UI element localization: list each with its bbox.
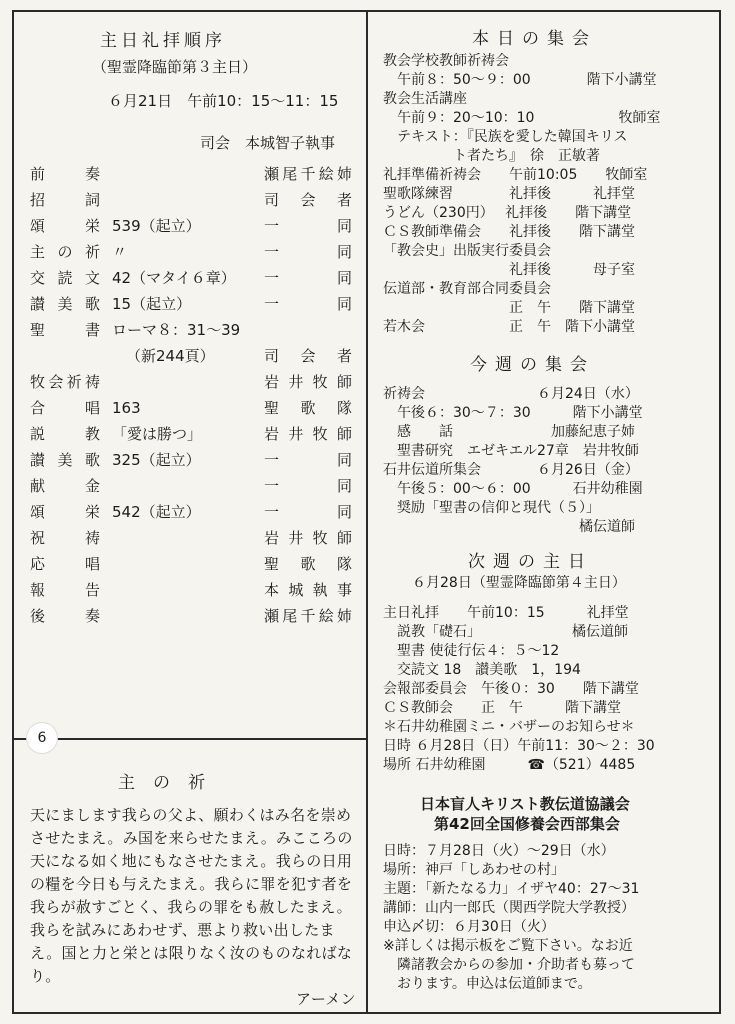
conference-line: 主題：「新たなる力」イザヤ40：27～31: [383, 881, 640, 897]
next-line: 主日礼拝 午前10：15 礼拝堂: [383, 605, 629, 621]
week-line: 聖書研究 エゼキエル27章 岩井牧師: [383, 443, 639, 459]
order-item-person: 一 同: [264, 295, 352, 313]
week-meetings-list: [383, 385, 643, 537]
today-line: 午前９：20～10：10 牧師室: [383, 110, 661, 126]
conference-subtitle: 第42回全国修養会西部集会: [434, 815, 620, 833]
order-item-person: 一 同: [264, 217, 352, 235]
page-number: 6: [26, 722, 58, 754]
conference-line: 講師：山内一郎氏（関西学院大学教授）: [383, 900, 635, 916]
order-row: [30, 603, 352, 629]
conference-line: おります。申込は伝道師まで。: [383, 976, 592, 992]
order-item-detail: 〃: [112, 243, 128, 261]
conference-line: 場所：神戸「しあわせの村」: [383, 862, 565, 878]
order-item-name: 讃美歌: [30, 295, 100, 313]
order-item-detail: 542（起立）: [112, 503, 201, 521]
lords-prayer: [30, 804, 356, 1011]
order-item-person: 一 同: [264, 243, 352, 261]
order-item-name: 祝 祷: [30, 529, 100, 547]
today-line: ＣＳ教師準備会 礼拝後 階下講堂: [383, 224, 635, 240]
next-sunday-list: [383, 604, 655, 775]
order-item-name: 報 告: [30, 581, 100, 599]
order-row: [30, 161, 352, 187]
order-row: [30, 187, 352, 213]
order-item-person: 一 同: [264, 269, 352, 287]
week-line: 感 話 加藤紀恵子姉: [383, 424, 635, 440]
next-line: ＣＳ教師会 正 午 階下講堂: [383, 700, 621, 716]
order-row: [30, 499, 352, 525]
today-line: ト者たち』 徐 正敏著: [383, 148, 600, 164]
order-item-person: 瀬尾千絵姉: [264, 165, 352, 183]
order-item-name: 前 奏: [30, 165, 100, 183]
order-item-detail: ローマ８：31～39: [112, 321, 241, 339]
order-item-person: 司会者: [264, 191, 352, 209]
today-line: 聖歌隊練習 礼拝後 礼拝堂: [383, 186, 635, 202]
order-row: [30, 551, 352, 577]
order-item-name: 招 詞: [30, 191, 100, 209]
order-row: [30, 239, 352, 265]
week-line: 祈祷会 ６月24日（水）: [383, 386, 639, 402]
week-meetings-title: 今週の集会: [470, 355, 595, 375]
order-item-name: 讃美歌: [30, 451, 100, 469]
today-line: 教会学校教師祈祷会: [383, 53, 509, 69]
today-line: 若木会 正 午 階下小講堂: [383, 319, 635, 335]
conference-line: 日時：７月28日（火）～29日（水）: [383, 843, 615, 859]
today-meetings-title: 本日の集会: [472, 29, 597, 49]
order-item-detail: （新244頁）: [126, 347, 215, 365]
order-item-person: 司会者: [264, 347, 352, 365]
order-item-name: 応 唱: [30, 555, 100, 573]
today-line: 礼拝後 母子室: [383, 262, 635, 278]
worship-date-time: ６月21日 午前10：15～11：15: [108, 92, 339, 110]
order-item-person: 一 同: [264, 503, 352, 521]
today-line: 正 午 階下講堂: [383, 300, 635, 316]
today-line: うどん（230円） 礼拝後 階下講堂: [383, 205, 632, 221]
next-line: 聖書 使徒行伝４：５～12: [383, 643, 560, 659]
today-line: 午前８：50～９：00 階下小講堂: [383, 72, 657, 88]
order-item-person: 岩井牧師: [264, 529, 352, 547]
week-line: 石井伝道所集会 ６月26日（金）: [383, 462, 639, 478]
next-line: 会報部委員会 午後０：30 階下講堂: [383, 681, 639, 697]
today-line: 礼拝準備祈祷会 午前10:05 牧師室: [383, 167, 648, 183]
order-row: [30, 421, 352, 447]
conference-details: [383, 842, 713, 994]
order-item-person: 瀬尾千絵姉: [264, 607, 352, 625]
order-item-detail: 539（起立）: [112, 217, 201, 235]
presider: 司会 本城智子執事: [200, 134, 336, 152]
order-item-name: 説 教: [30, 425, 100, 443]
order-row: [30, 577, 352, 603]
order-row: [30, 525, 352, 551]
week-line: 午後６：30～７：30 階下小講堂: [383, 405, 643, 421]
worship-order-subtitle: （聖霊降臨節第３主日）: [92, 58, 258, 76]
next-line: 日時 ６月28日（日）午前11：30～２：30: [383, 738, 655, 754]
prayer-title: 主の祈: [118, 773, 223, 793]
today-line: 教会生活講座: [383, 91, 467, 107]
order-item-name: 合 唱: [30, 399, 100, 417]
next-line: 説教「礎石」 橘伝道師: [383, 624, 628, 640]
order-item-detail: 15（起立）: [112, 295, 192, 313]
next-sunday-title: 次週の主日: [468, 552, 593, 572]
worship-order-title: 主日礼拝順序: [100, 31, 226, 51]
order-item-person: 本城執事: [264, 581, 352, 599]
order-row: [30, 395, 352, 421]
next-line: ＊石井幼稚園ミニ・バザーのお知らせ＊: [383, 719, 635, 735]
order-item-person: 岩井牧師: [264, 425, 352, 443]
order-row: [30, 291, 352, 317]
order-item-detail: 325（起立）: [112, 451, 201, 469]
order-item-person: 聖歌隊: [264, 399, 352, 417]
order-item-name: 頌 栄: [30, 217, 100, 235]
order-item-person: 岩井牧師: [264, 373, 352, 391]
order-item-name: 交読文: [30, 269, 100, 287]
order-item-detail: 163: [112, 399, 141, 417]
order-item-detail: 42（マタイ６章）: [112, 269, 236, 287]
next-sunday-subtitle: ６月28日（聖霊降臨節第４主日）: [412, 575, 626, 591]
week-line: 奨励「聖書の信仰と現代（５）」: [383, 500, 600, 516]
order-item-name: 主の祈: [30, 243, 100, 261]
conference-line: 隣諸教会からの参加・介助者も募って: [383, 957, 635, 973]
order-row: [30, 473, 352, 499]
order-row: [30, 317, 352, 343]
today-meetings-list: [383, 52, 660, 337]
week-line: 橘伝道師: [383, 519, 635, 535]
prayer-amen: アーメン: [295, 990, 356, 1008]
column-divider: [366, 10, 368, 1014]
today-line: 伝道部・教育部合同委員会: [383, 281, 551, 297]
conference-line: 申込〆切：６月30日（火）: [383, 919, 555, 935]
order-item-name: 頌 栄: [30, 503, 100, 521]
order-item-person: 一 同: [264, 451, 352, 469]
order-row: [30, 369, 352, 395]
order-item-name: 後 奏: [30, 607, 100, 625]
prayer-text: 天にまします我らの父よ、願わくはみ名を崇めさせたまえ。み国を来らせたまえ。みこころの天になる如く地にもなさせたまえ。我らの日用の糧を今日も与えたまえ。我らに罪を犯す者を我らが赦すごとく、我らの罪をも赦したまえ。我らを試みにあわせず、悪より救い出したまえ。国と力と栄とは限りなく汝のものなればなり。: [30, 806, 353, 985]
order-row: [30, 447, 352, 473]
order-row: [30, 343, 352, 369]
next-line: 交読文 18 讃美歌 1，194: [383, 662, 581, 678]
order-row: [30, 213, 352, 239]
order-row: [30, 265, 352, 291]
today-line: テキスト：『民族を愛した韓国キリス: [383, 129, 628, 145]
conference-line: ※詳しくは掲示板をご覧下さい。なお近: [383, 938, 633, 954]
order-item-name: 聖 書: [30, 321, 100, 339]
today-line: 「教会史」出版実行委員会: [383, 243, 551, 259]
order-item-person: 聖歌隊: [264, 555, 352, 573]
order-item-person: 一 同: [264, 477, 352, 495]
week-line: 午後５：00～６：00 石井幼稚園: [383, 481, 643, 497]
next-line: 場所 石井幼稚園 ☎（521）4485: [383, 757, 636, 773]
order-item-name: 献 金: [30, 477, 100, 495]
section-divider: [12, 738, 366, 740]
order-item-detail: 「愛は勝つ」: [112, 425, 203, 443]
order-item-name: 牧会祈祷: [30, 373, 100, 391]
conference-title: 日本盲人キリスト教伝道協議会: [420, 795, 630, 813]
